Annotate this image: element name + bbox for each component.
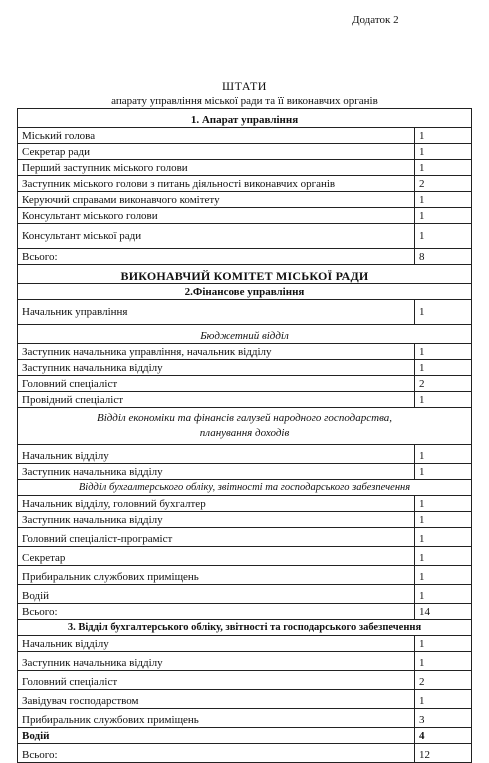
total-count: 8	[415, 249, 472, 265]
position-name: Завідувач господарством	[18, 690, 415, 709]
position-count: 1	[415, 160, 472, 176]
position-name: Міський голова	[18, 128, 415, 144]
table-row	[18, 709, 472, 728]
position-count: 1	[415, 690, 472, 709]
total-row	[18, 604, 472, 620]
section-header-row	[18, 284, 472, 300]
table-row	[18, 208, 472, 224]
position-count: 1	[415, 445, 472, 464]
position-name: Головний спеціаліст	[18, 671, 415, 690]
position-name: Головний спеціаліст	[18, 376, 415, 392]
position-name: Водій	[18, 728, 415, 744]
table-row	[18, 128, 472, 144]
position-name: Водій	[18, 585, 415, 604]
position-name: Провідний спеціаліст	[18, 392, 415, 408]
total-count: 12	[415, 744, 472, 763]
document-subtitle: апарату управління міської ради та її виконавчих органів	[111, 95, 378, 107]
table-row	[18, 376, 472, 392]
position-name: Керуючий справами виконавчого комітету	[18, 192, 415, 208]
table-row	[18, 636, 472, 652]
table-row	[18, 392, 472, 408]
department-row	[18, 480, 472, 496]
table-row	[18, 144, 472, 160]
position-count: 3	[415, 709, 472, 728]
position-name: Начальник відділу	[18, 445, 415, 464]
position-name: Секретар	[18, 547, 415, 566]
position-count: 1	[415, 224, 472, 249]
econ-dept-title	[18, 408, 472, 445]
table-row	[18, 224, 472, 249]
position-name: Начальник управління	[18, 300, 415, 325]
position-name: Заступник начальника управління, начальник відділу	[18, 344, 415, 360]
position-count: 1	[415, 464, 472, 480]
table-row	[18, 176, 472, 192]
position-name: Заступник начальника відділу	[18, 464, 415, 480]
table-row	[18, 496, 472, 512]
position-name: Заступник начальника відділу	[18, 360, 415, 376]
total-count: 14	[415, 604, 472, 620]
table-row	[18, 512, 472, 528]
position-count: 1	[415, 496, 472, 512]
table-row	[18, 671, 472, 690]
position-name: Заступник начальника відділу	[18, 652, 415, 671]
position-name: Консультант міської ради	[18, 224, 415, 249]
section-3-title: 3. Відділ бухгалтерського обліку, звітності та господарського забезпечення	[18, 620, 472, 636]
section-2-title: 2.Фінансове управління	[18, 284, 472, 300]
position-count: 1	[415, 392, 472, 408]
total-label: Всього:	[18, 604, 415, 620]
position-count: 1	[415, 652, 472, 671]
table-row	[18, 360, 472, 376]
acct-dept-title: Відділ бухгалтерського обліку, звітності та господарського забезпечення	[18, 480, 472, 496]
section-header-row	[18, 109, 472, 128]
position-name: Заступник начальника відділу	[18, 512, 415, 528]
table-row	[18, 728, 472, 744]
position-name: Секретар ради	[18, 144, 415, 160]
econ-dept-line-1: Відділ економіки та фінансів галузей народного господарства,	[96, 412, 393, 424]
position-name: Головний спеціаліст-програміст	[18, 528, 415, 547]
position-count: 1	[415, 360, 472, 376]
table-row	[18, 652, 472, 671]
table-row	[18, 547, 472, 566]
table-row	[18, 300, 472, 325]
position-count: 1	[415, 636, 472, 652]
table-row	[18, 445, 472, 464]
staff-table	[17, 108, 472, 763]
total-row	[18, 249, 472, 265]
total-label: Всього:	[18, 744, 415, 763]
document-title: ШТАТИ	[222, 79, 267, 93]
table-row	[18, 566, 472, 585]
table-row	[18, 464, 472, 480]
position-count: 4	[415, 728, 472, 744]
position-name: Начальник відділу, головний бухгалтер	[18, 496, 415, 512]
position-name: Начальник відділу	[18, 636, 415, 652]
section-header-row	[18, 265, 472, 284]
table-row	[18, 690, 472, 709]
position-count: 1	[415, 512, 472, 528]
position-count: 2	[415, 176, 472, 192]
section-header-row	[18, 620, 472, 636]
section-1-title: 1. Апарат управління	[18, 109, 472, 128]
department-row	[18, 408, 472, 445]
position-name: Прибиральник службових приміщень	[18, 709, 415, 728]
position-name: Заступник міського голови з питань діяльності виконавчих органів	[18, 176, 415, 192]
position-count: 1	[415, 300, 472, 325]
position-name: Прибиральник службових приміщень	[18, 566, 415, 585]
position-count: 1	[415, 192, 472, 208]
department-row	[18, 325, 472, 344]
position-count: 1	[415, 528, 472, 547]
table-row	[18, 585, 472, 604]
position-count: 1	[415, 344, 472, 360]
table-row	[18, 528, 472, 547]
position-count: 2	[415, 376, 472, 392]
position-count: 1	[415, 144, 472, 160]
position-count: 2	[415, 671, 472, 690]
position-count: 1	[415, 128, 472, 144]
position-count: 1	[415, 585, 472, 604]
table-row	[18, 192, 472, 208]
position-name: Перший заступник міського голови	[18, 160, 415, 176]
total-label: Всього:	[18, 249, 415, 265]
position-name: Консультант міського голови	[18, 208, 415, 224]
table-row	[18, 160, 472, 176]
position-count: 1	[415, 566, 472, 585]
appendix-label: Додаток 2	[352, 14, 399, 26]
budget-dept-title: Бюджетний відділ	[18, 325, 472, 344]
exec-committee-title: ВИКОНАВЧИЙ КОМІТЕТ МІСЬКОЇ РАДИ	[18, 265, 472, 284]
position-count: 1	[415, 547, 472, 566]
econ-dept-line-2: планування доходів	[199, 427, 290, 439]
total-row	[18, 744, 472, 763]
position-count: 1	[415, 208, 472, 224]
table-row	[18, 344, 472, 360]
